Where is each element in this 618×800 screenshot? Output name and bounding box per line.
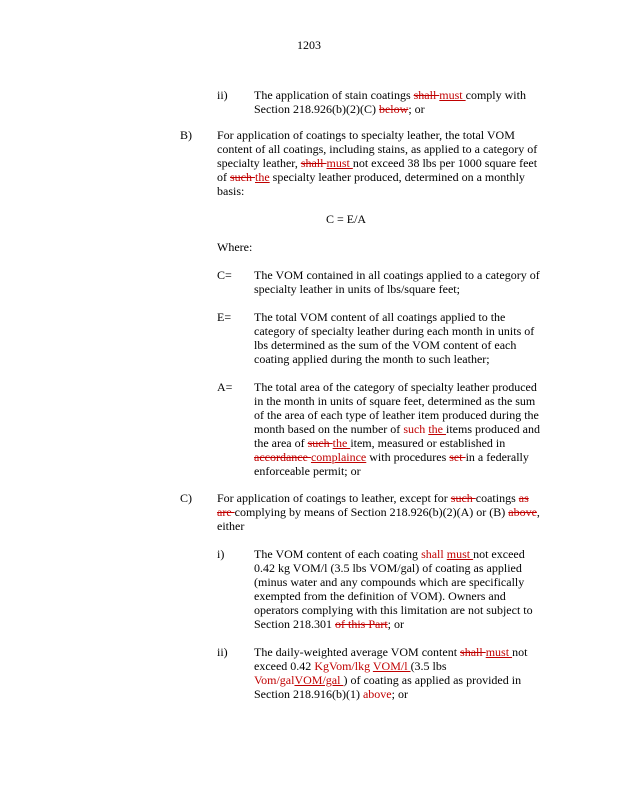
text-run: The daily-weighted average VOM content: [254, 645, 461, 659]
text-run: ,: [536, 505, 540, 519]
text-run: the area of: [254, 436, 308, 450]
line: [254, 659, 584, 673]
page-number: 1203: [297, 38, 321, 52]
text-run: For application of coatings to leather, except for: [217, 491, 451, 505]
section-c-label: C): [180, 491, 192, 505]
text-run: must: [446, 547, 474, 561]
text-run: The VOM content of each coating: [254, 547, 422, 561]
item-ii-label: ii): [217, 88, 228, 102]
line: [254, 450, 584, 464]
text-run: below: [378, 102, 409, 116]
line: The total VOM content of all coatings applied to the: [254, 310, 506, 324]
def-e-text: [254, 310, 584, 366]
line: basis:: [217, 184, 245, 198]
line: content of all coatings, including stains, as applied to a category of: [217, 142, 538, 156]
line: [254, 673, 584, 687]
text-run: set: [449, 450, 466, 464]
line: specialty leather in units of lbs/square feet;: [254, 282, 460, 296]
text-run: ) of coating as applied as provided in: [343, 673, 522, 687]
text-run: must: [485, 645, 513, 659]
line: (minus water and any compounds which are specifically: [254, 575, 525, 589]
text-run: ; or: [391, 687, 408, 701]
item-c-ii-label: ii): [217, 645, 228, 659]
text-run: (3.5 lbs: [410, 659, 447, 673]
text-run: coatings: [475, 491, 519, 505]
text-run: specialty leather,: [217, 156, 301, 170]
text-run: in a federally: [465, 450, 529, 464]
text-run: not exceed 38 lbs per 1000 square feet: [352, 156, 538, 170]
where-label: Where:: [217, 240, 253, 254]
line: lbs determined as the sum of the VOM content of each: [254, 338, 517, 352]
text-run: month based on the number of: [254, 422, 404, 436]
line: [254, 617, 584, 631]
text-run: exceed 0.42: [254, 659, 315, 673]
text-run: must: [439, 88, 466, 102]
line: [217, 170, 577, 184]
line: [254, 422, 584, 436]
text-run: accordance: [254, 450, 311, 464]
text-run: Section 218.926(b)(2)(C): [254, 102, 379, 116]
text-run: Section 218.301: [254, 617, 335, 631]
text-run: shall: [460, 645, 486, 659]
line: [254, 436, 584, 450]
line: [217, 505, 577, 519]
text-run: as: [518, 491, 529, 505]
line: in the month in units of square feet, determined as the sum: [254, 394, 536, 408]
text-run: of this Part: [335, 617, 388, 631]
line: [254, 547, 584, 561]
section-b-label: B): [180, 128, 192, 142]
line: enforceable permit; or: [254, 464, 361, 478]
text-run: ; or: [408, 102, 425, 116]
line: [217, 156, 577, 170]
text-run: items produced and: [445, 422, 540, 436]
text-run: with procedures: [366, 450, 450, 464]
text-run: must: [326, 156, 353, 170]
line: coating applied during the month to such leather;: [254, 352, 490, 366]
section-b-text: [217, 128, 577, 198]
line: 0.42 kg VOM/l (3.5 lbs VOM/gal) of coating as applied: [254, 561, 522, 575]
text-run: comply with: [465, 88, 526, 102]
text-run: the: [255, 170, 270, 184]
text-run: shall: [413, 88, 440, 102]
line: For application of coatings to specialty leather, the total VOM: [217, 128, 515, 142]
item-c-i-text: [254, 547, 584, 631]
text-run: complying by means of Section 218.926(b)(2)(A) or (B): [234, 505, 509, 519]
section-c-text: [217, 491, 577, 533]
text-run: the: [428, 422, 446, 436]
line: [254, 687, 584, 701]
text-run: of: [217, 170, 230, 184]
item-c-ii-text: [254, 645, 584, 701]
def-a-text: [254, 380, 584, 478]
text-run: The application of stain coatings: [254, 88, 414, 102]
text-run: item, measured or established in: [350, 436, 506, 450]
line: exempted from the definition of VOM). Owners and: [254, 589, 506, 603]
text-run: VOM/gal: [294, 673, 344, 687]
line: of the area of each type of leather item produced during the: [254, 408, 539, 422]
text-run: above: [508, 505, 537, 519]
line: The total area of the category of specialty leather produced: [254, 380, 537, 394]
line: [254, 645, 584, 659]
text-run: ; or: [387, 617, 405, 631]
text-run: shall: [300, 156, 327, 170]
text-run: are: [217, 505, 235, 519]
def-c-text: [254, 268, 584, 296]
line: either: [217, 519, 245, 533]
text-run: above: [362, 687, 392, 701]
text-run: Vom/gal: [254, 673, 295, 687]
formula: C = E/A: [326, 212, 367, 226]
text-run: such: [403, 422, 429, 436]
item-ii-text: [254, 88, 584, 116]
text-run: Section 218.916(b)(1): [254, 687, 363, 701]
text-run: complaince: [310, 450, 367, 464]
line: operators complying with this limitation are not subject to: [254, 603, 533, 617]
text-run: specialty leather produced, determined on a monthly: [269, 170, 525, 184]
text-run: VOM/l: [372, 659, 411, 673]
line: The VOM contained in all coatings applied to a category of: [254, 268, 540, 282]
text-run: such: [450, 491, 476, 505]
text-run: such: [230, 170, 255, 184]
line: [254, 102, 584, 116]
text-run: not: [512, 645, 528, 659]
line: [254, 88, 584, 102]
text-run: such: [307, 436, 333, 450]
def-a-symbol: A=: [217, 380, 233, 394]
item-c-i-label: i): [217, 547, 225, 561]
text-run: the: [332, 436, 351, 450]
def-e-symbol: E=: [217, 310, 232, 324]
line: category of specialty leather during each month in units of: [254, 324, 535, 338]
text-run: KgVom/lkg: [314, 659, 373, 673]
def-c-symbol: C=: [217, 268, 232, 282]
text-run: shall: [421, 547, 447, 561]
text-run: not exceed: [473, 547, 525, 561]
line: [217, 491, 577, 505]
